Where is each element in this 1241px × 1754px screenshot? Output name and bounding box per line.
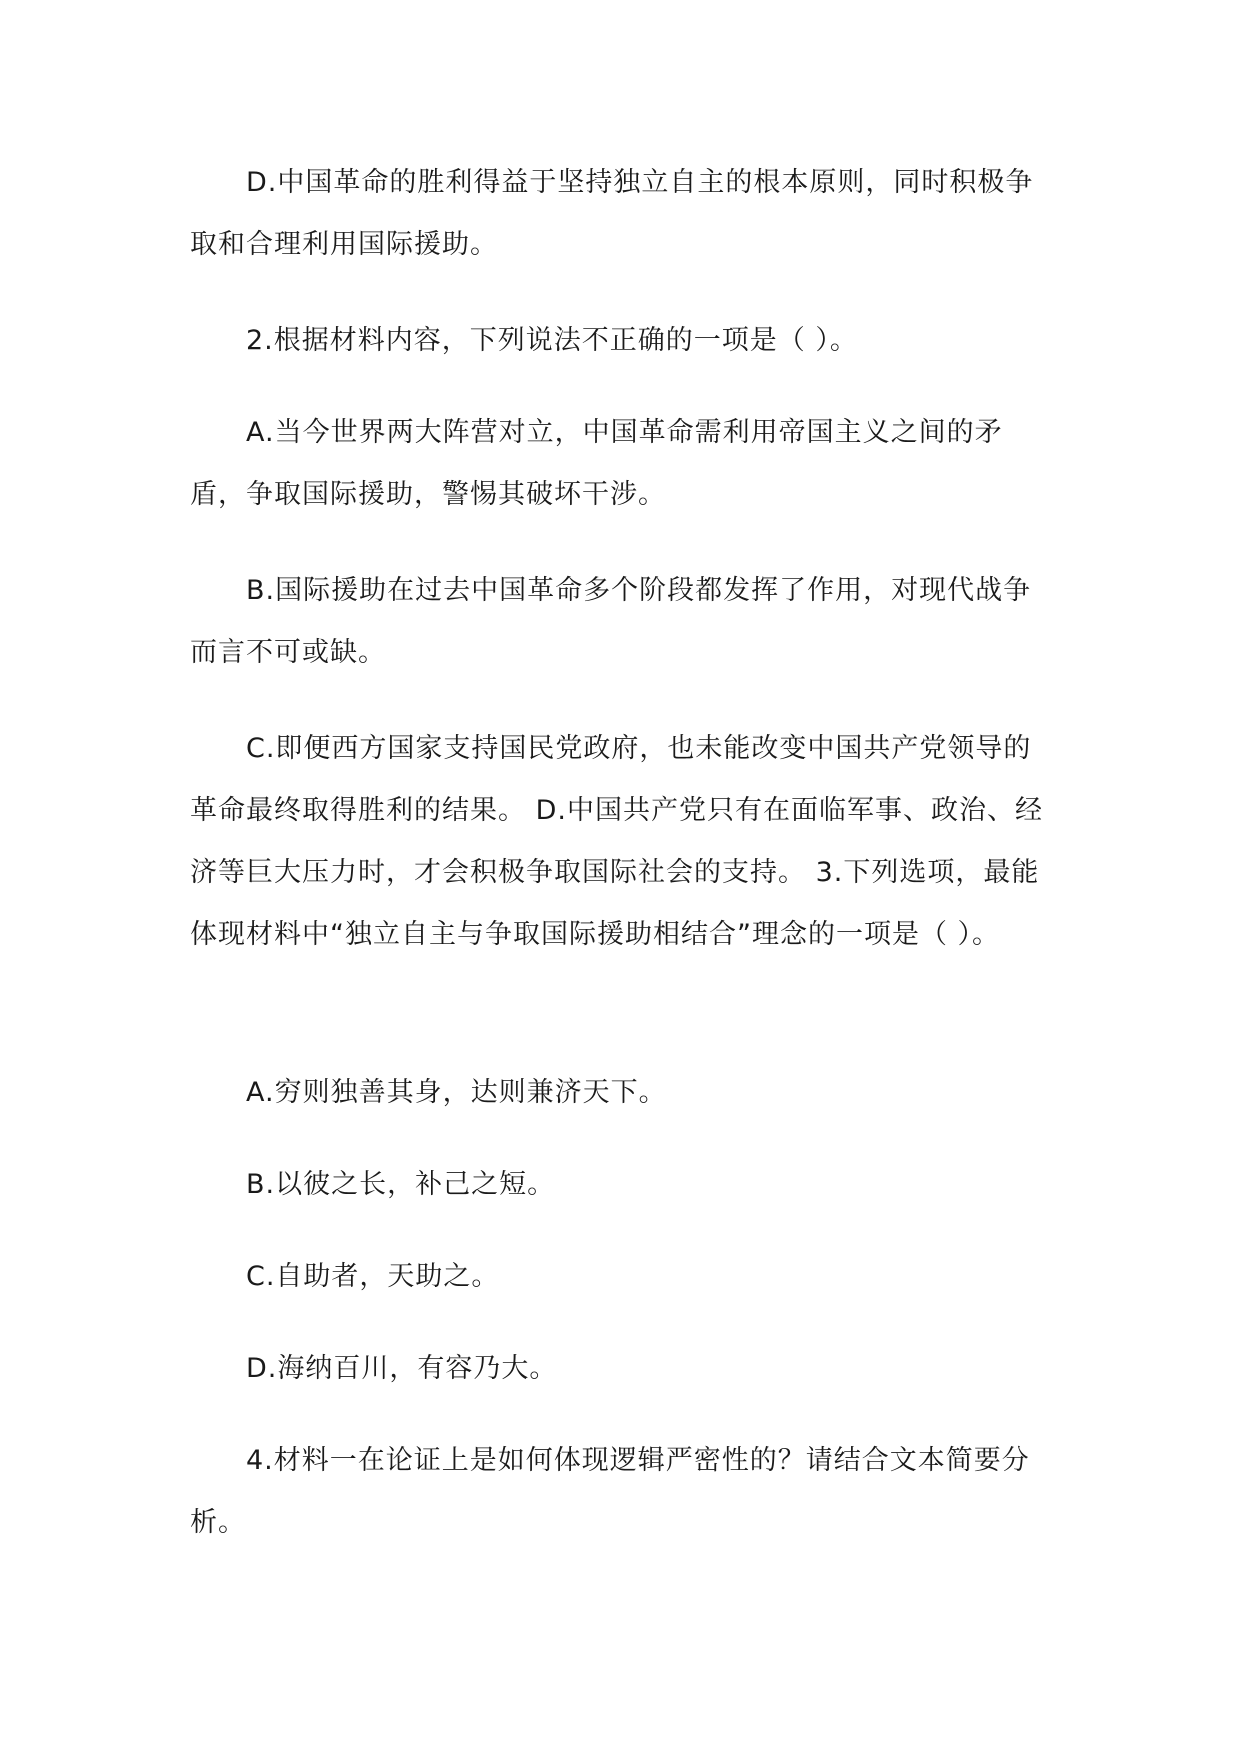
option-a-q3: A.穷则独善其身，达则兼济天下。: [246, 1077, 667, 1108]
option-c-d-q2-and-question-3: C.即便西方国家支持国民党政府，也未能改变中国共产党领导的革命最终取得胜利的结果。 D.中国共产党只有在面临军事、政治、经济等巨大压力时，才会积极争取国际社会的支持。 3.下列选项，最能体现材料中“独立自主与争取国际援助相结合”理念的一项是（ ）。: [190, 733, 1043, 950]
option-d-q1: D.中国革命的胜利得益于坚持独立自主的根本原则，同时积极争取和合理利用国际援助。: [190, 167, 1034, 260]
option-d-q3: D.海纳百川，有容乃大。: [246, 1353, 558, 1384]
question-4: 4.材料一在论证上是如何体现逻辑严密性的？请结合文本简要分析。: [190, 1445, 1030, 1538]
option-b-q3: B.以彼之长，补己之短。: [246, 1169, 556, 1200]
option-a-q2: A.当今世界两大阵营对立，中国革命需利用帝国主义之间的矛盾，争取国际援助，警惕其破坏干涉。: [190, 417, 1003, 510]
option-b-q2: B.国际援助在过去中国革命多个阶段都发挥了作用，对现代战争而言不可或缺。: [190, 575, 1032, 668]
option-c-q3: C.自助者，天助之。: [246, 1261, 500, 1292]
question-2: 2.根据材料内容，下列说法不正确的一项是（ ）。: [246, 325, 858, 356]
